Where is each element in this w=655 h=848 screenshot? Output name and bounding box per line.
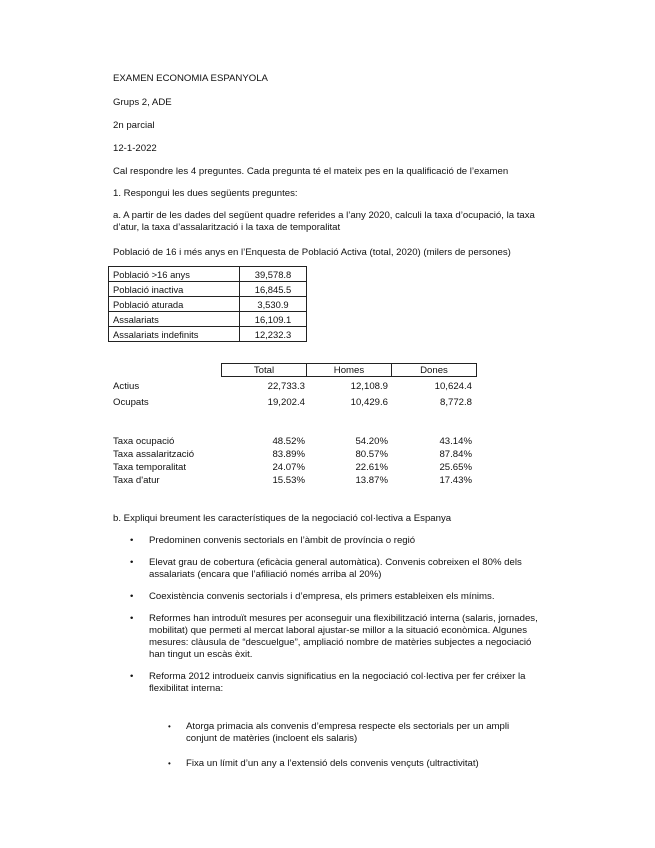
row-label-taxa-ocupacio: Taxa ocupació [113,436,175,447]
list-item-text: Coexistència convenis sectorials i d’empresa, els primers estableixen els mínims. [149,591,495,602]
table-cell-value: 16,109.1 [240,312,307,327]
cell-value: 43.14% [439,436,472,447]
table-cell-value: 12,232.3 [240,327,307,342]
table-cell-value: 3,530.9 [240,297,307,312]
list-item-text: Elevat grau de cobertura (eficàcia general automàtica). Convenis cobreixen el 80% dels assalariats (encara que l’afiliació només arriba al 20%) [149,557,522,580]
cell-value: 19,202.4 [267,397,305,408]
list-item [168,758,528,770]
exam-title: EXAMEN ECONOMIA ESPANYOLA [113,73,268,84]
list-item-text: Fixa un límit d’un any a l’extensió dels convenis vençuts (ultractivitat) [186,758,479,769]
list-item [130,591,550,603]
table-cell-label: Població inactiva [109,282,240,297]
cell-value: 83.89% [272,449,305,460]
cell-value: 10,429.6 [350,397,388,408]
table-cell-label: Assalariats indefinits [109,327,240,342]
cell-value: 8,772.8 [439,397,472,408]
table-cell-value: 39,578.8 [240,267,307,282]
row-label-actius: Actius [113,381,140,392]
bullet-icon: • [130,535,134,546]
answer-sub-bullet-list [168,721,528,783]
table-cell-value: 16,845.5 [240,282,307,297]
cell-value: 13.87% [355,475,388,486]
table-row [109,267,307,282]
table-caption: Població de 16 i més anys en l’Enquesta de Població Activa (total, 2020) (milers de persones) [113,247,511,258]
cell-value: 80.57% [355,449,388,460]
row-label-ocupats: Ocupats [113,397,149,408]
answer-bullet-list [130,535,550,705]
exam-instructions: Cal respondre les 4 preguntes. Cada pregunta té el mateix pes en la qualificació de l’examen [113,166,509,177]
table-row [109,297,307,312]
list-item [130,557,550,581]
table-cell-label: Població >16 anys [109,267,240,282]
bullet-icon: • [168,759,171,768]
list-item-text: Reforma 2012 introdueix canvis significatius en la negociació col·lectiva per fer créixer la flexibilitat interna: [149,671,526,694]
table-cell-label: Població aturada [109,297,240,312]
cell-value: 15.53% [272,475,305,486]
row-label-taxa-atur: Taxa d'atur [113,475,160,486]
cell-value: 10,624.4 [434,381,472,392]
bullet-icon: • [130,671,134,682]
row-label-taxa-temporalitat: Taxa temporalitat [113,462,187,473]
question-1b-text: b. Expliqui breument les característiques de la negociació col·lectiva a Espanya [113,513,452,524]
cell-value: 22.61% [355,462,388,473]
population-table [108,266,307,342]
table-row [109,282,307,297]
list-item-text: Atorga primacia als convenis d’empresa respecte els sectorials per un ampli conjunt de matèries (incloent els salaris) [186,721,510,744]
cell-value: 48.52% [272,436,305,447]
column-header-total: Total [221,363,307,377]
exam-date: 12-1-2022 [113,143,157,154]
list-item [130,671,550,695]
list-item-text: Predominen convenis sectorials en l’àmbit de província o regió [149,535,416,546]
bullet-icon: • [130,591,134,602]
table-row [109,327,307,342]
cell-value: 24.07% [272,462,305,473]
column-header-dones: Dones [391,363,477,377]
cell-value: 25.65% [439,462,472,473]
row-label-taxa-assalaritzacio: Taxa assalarització [113,449,195,460]
cell-value: 17.43% [439,475,472,486]
cell-value: 54.20% [355,436,388,447]
exam-part: 2n parcial [113,120,155,131]
list-item [130,613,550,661]
bullet-icon: • [130,557,134,568]
question-1-heading: 1. Respongui les dues següents preguntes: [113,188,298,199]
table-cell-label: Assalariats [109,312,240,327]
cell-value: 87.84% [439,449,472,460]
exam-group: Grups 2, ADE [113,97,172,108]
question-1a-text: a. A partir de les dades del següent quadre referides a l’any 2020, calculi la taxa d’ocupació, la taxa d’atur, la taxa d’assalarització i la taxa de temporalitat [113,210,535,233]
list-item-text: Reformes han introduït mesures per aconseguir una flexibilització interna (salaris, jornades, mobilitat) que permeti al mercat laboral ajustar-se millor a la situació econòmica. Algunes mesures: clàusula de “descuelgue”, ampliació nombre de matèries subjectes a negociació han tingut un escàs èxit. [149,613,538,660]
list-item [130,535,550,547]
cell-value: 12,108.9 [350,381,388,392]
column-header-homes: Homes [306,363,392,377]
bullet-icon: • [168,722,171,731]
list-item [168,721,528,745]
bullet-icon: • [130,613,134,624]
cell-value: 22,733.3 [267,381,305,392]
table-row [109,312,307,327]
